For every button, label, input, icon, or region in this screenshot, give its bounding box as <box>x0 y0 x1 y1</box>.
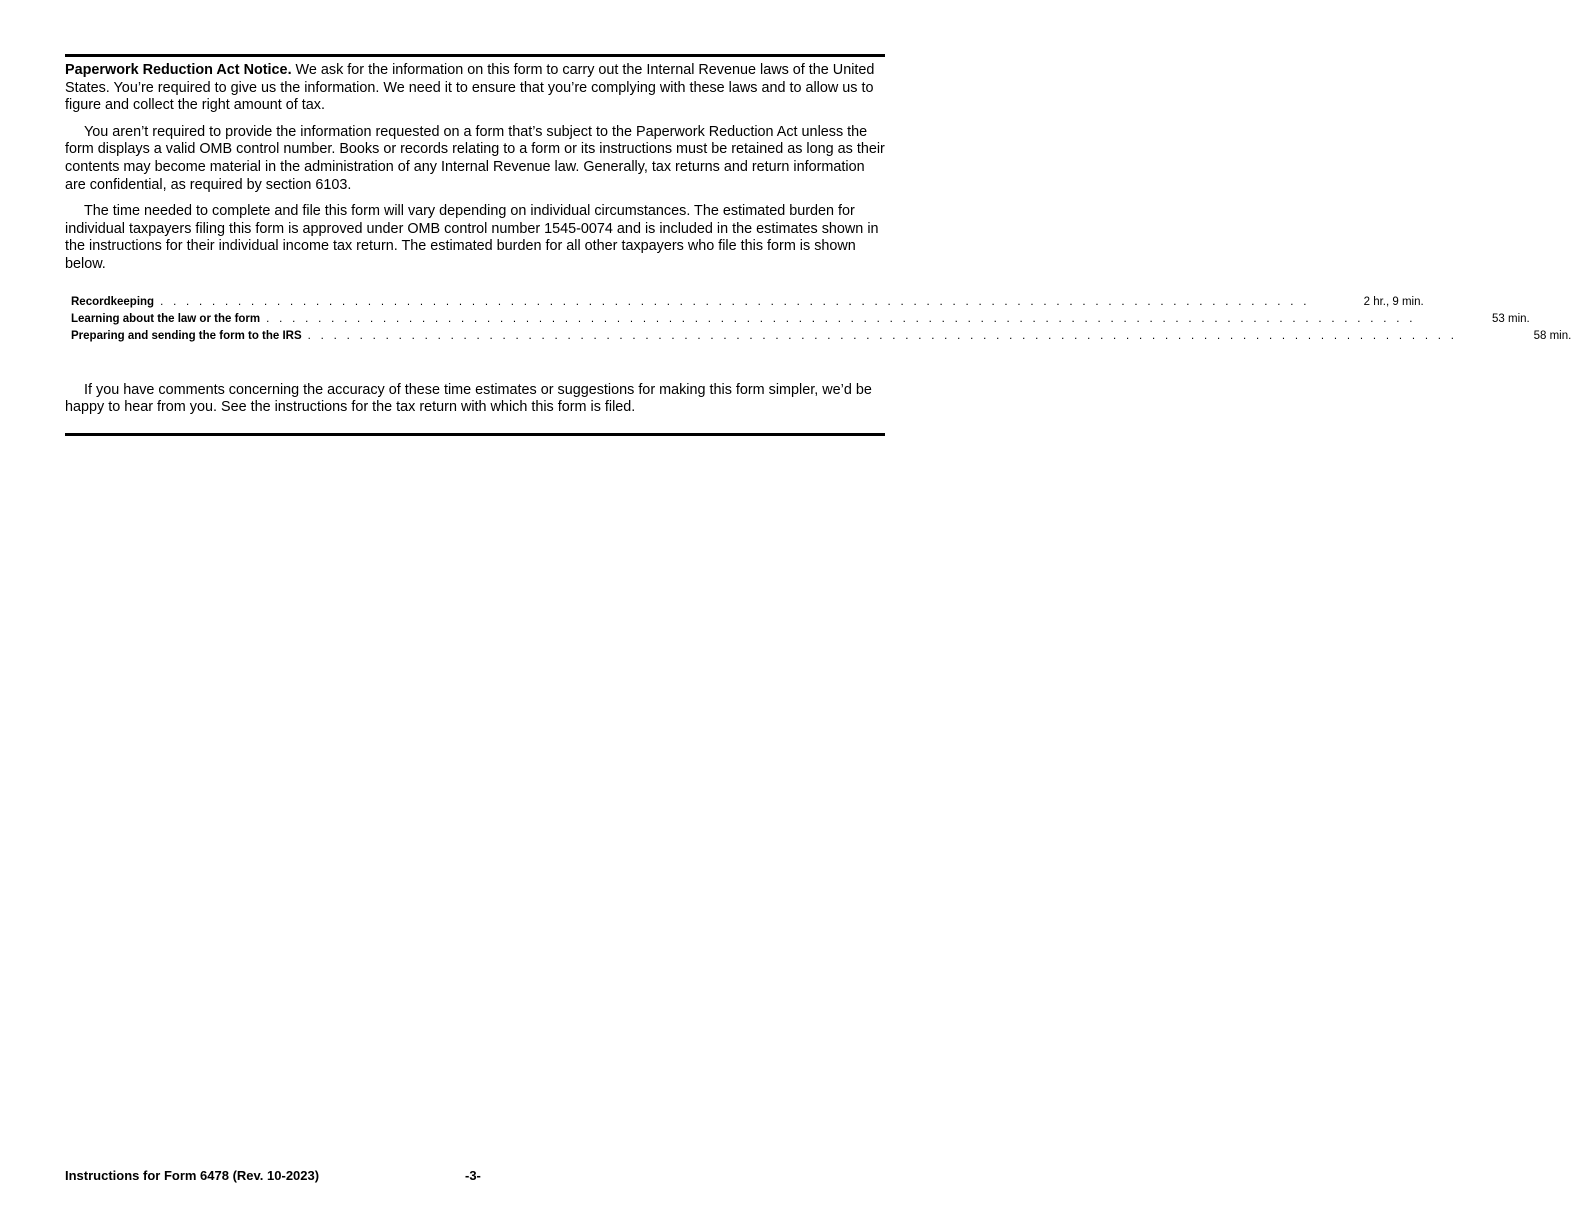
burden-label: Recordkeeping <box>71 295 155 308</box>
burden-row-preparing <box>71 328 1571 345</box>
footer-form-title: Instructions for Form 6478 (Rev. 10-2023) <box>65 1168 320 1183</box>
notice-paragraph-1-text: We ask for the information on this form to carry out the Internal Revenue laws of the United States. You’re required to give us the information. We need it to ensure that you’re complying with these laws and to allow us to figure and collect the right amount of tax. <box>65 62 875 114</box>
burden-row-recordkeeping <box>71 294 1424 311</box>
burden-label: Preparing and sending the form to the IRS <box>71 329 302 342</box>
burden-value: 58 min. <box>1533 329 1571 342</box>
burden-value: 2 hr., 9 min. <box>1363 295 1424 308</box>
notice-paragraph-1 <box>65 62 885 115</box>
footer-page-number: -3- <box>465 1168 481 1183</box>
leader-dots: . . . . . . . . . . . . . . . . . . . . . . . . . . . . . . . . . . . . . . . . . . . . . . . . . . . . . . . . . . . . . . . . . . . . . . . . . . . . . . . . . . . . . . . . . <box>307 329 1458 342</box>
burden-value: 53 min. <box>1492 312 1530 325</box>
notice-paragraph-3: The time needed to complete and file this form will vary depending on individual circumstances. The estimated burden for individual taxpayers filing this form is approved under OMB control number 1545-0074 and is included in the estimates shown in the instructions for their individual income tax return. The estimated burden for all other taxpayers who file this form is shown below. <box>65 203 879 272</box>
notice-heading: Paperwork Reduction Act Notice. <box>65 62 292 78</box>
notice-paragraph-2: You aren’t required to provide the information requested on a form that’s subject to the Paperwork Reduction Act unless the form displays a valid OMB control number. Books or records relating to a form or its instructions must be retained as long as their contents may become material in the administration of any Internal Revenue law. Generally, tax returns and return information are confidential, as required by section 6103. <box>65 123 885 193</box>
leader-dots: . . . . . . . . . . . . . . . . . . . . . . . . . . . . . . . . . . . . . . . . . . . . . . . . . . . . . . . . . . . . . . . . . . . . . . . . . . . . . . . . . . . . . . . . . <box>266 312 1416 325</box>
burden-row-learning <box>71 311 1530 328</box>
paperwork-reduction-act-notice <box>65 54 1571 436</box>
leader-dots: . . . . . . . . . . . . . . . . . . . . . . . . . . . . . . . . . . . . . . . . . . . . . . . . . . . . . . . . . . . . . . . . . . . . . . . . . . . . . . . . . . . . . . . . . <box>160 295 1310 308</box>
estimated-burden-table <box>71 294 1571 345</box>
burden-label: Learning about the law or the form <box>71 312 261 325</box>
comments-paragraph: If you have comments concerning the accuracy of these time estimates or suggestions for making this form simpler, we’d be happy to hear from you. See the instructions for the tax return with which this form is filed. <box>65 381 872 416</box>
